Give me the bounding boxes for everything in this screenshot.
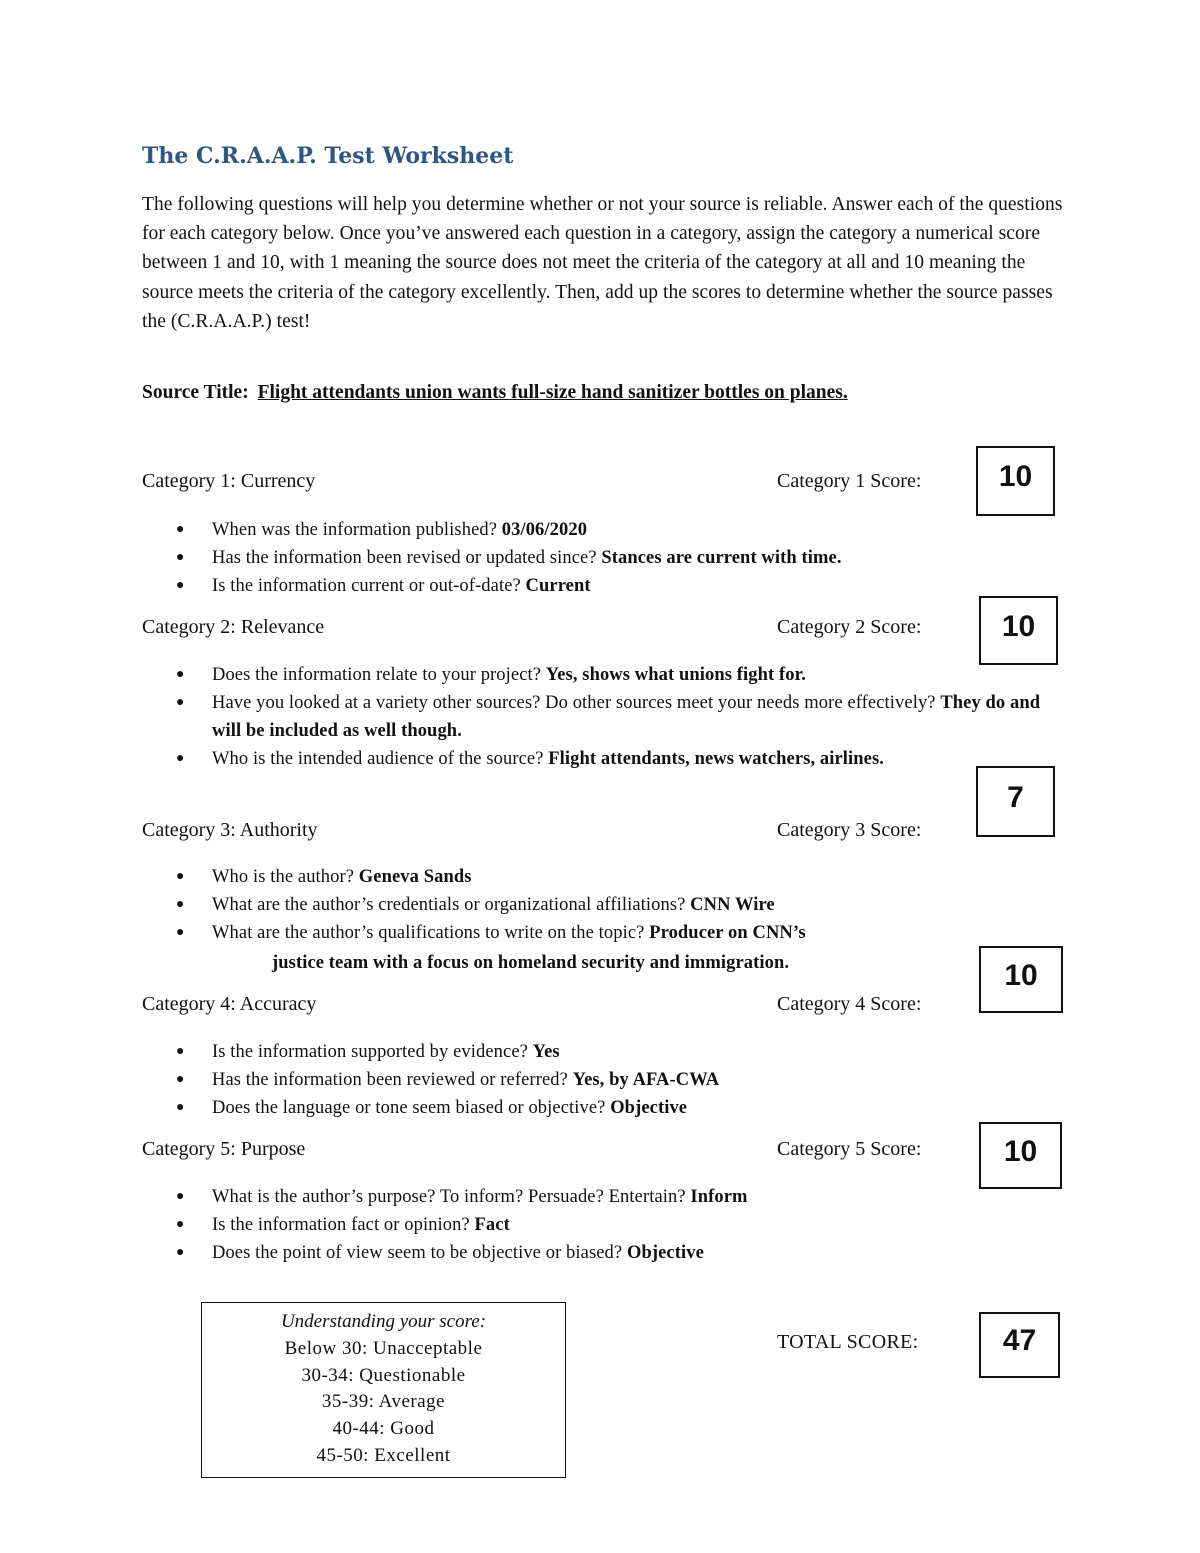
category-2-score-label: Category 2 Score: (777, 616, 922, 638)
list-item (172, 1239, 1062, 1267)
question-text: When was the information published? (212, 520, 502, 540)
list-item (172, 516, 1062, 544)
intro-paragraph: The following questions will help you determine whether or not your source is reliable. Answer each of the questions for each category below. Once you’ve answered each question in a category, assign the category a numerical score between 1 and 10, with 1 meaning the source does not meet the criteria of the category at all and 10 meaning the source meets the criteria of the category excellently. Then, add up the scores to determine whether the source passes the (C.R.A.A.P.) test! (142, 194, 1063, 332)
answer-text: Yes (532, 1042, 560, 1062)
category-5-score-label: Category 5 Score: (777, 1138, 922, 1160)
page-title: The C.R.A.A.P. Test Worksheet (142, 143, 514, 169)
answer-text: Inform (690, 1187, 748, 1207)
answer-text-continued: justice team with a focus on homeland security and immigration. (272, 953, 790, 973)
list-item (172, 572, 1062, 600)
list-item (172, 1066, 1062, 1094)
question-text: Is the information current or out-of-date? (212, 576, 526, 596)
bullet-icon: ● (176, 925, 185, 940)
bullet-icon: ● (176, 897, 185, 912)
question-text: Is the information fact or opinion? (212, 1215, 475, 1235)
bullet-icon: ● (176, 869, 185, 884)
category-4-questions (172, 1038, 1062, 1122)
list-item (172, 863, 1062, 891)
list-item (172, 1038, 1062, 1066)
bullet-icon: ● (176, 751, 185, 766)
category-3-score-label: Category 3 Score: (777, 819, 922, 841)
question-text: Who is the author? (212, 867, 359, 887)
category-1-questions (172, 516, 1062, 600)
list-item (172, 661, 1062, 689)
list-item (172, 919, 1062, 977)
bullet-icon: ● (176, 695, 185, 710)
category-4-heading: Category 4: Accuracy (142, 993, 317, 1015)
category-1-score-label: Category 1 Score: (777, 470, 922, 492)
answer-text: Objective (626, 1243, 704, 1263)
legend-line: Below 30: Unacceptable (284, 1337, 483, 1359)
category-1-heading: Category 1: Currency (142, 470, 316, 492)
list-item (172, 1094, 1062, 1122)
category-2-score-box: 10 (979, 596, 1058, 665)
total-score-box: 47 (979, 1312, 1060, 1378)
question-text: What is the author’s purpose? To inform? Persuade? Entertain? (212, 1187, 691, 1207)
bullet-icon: ● (176, 667, 185, 682)
answer-text: Flight attendants, news watchers, airlines. (548, 749, 884, 769)
list-item (172, 1183, 1062, 1211)
category-3-score-box: 7 (976, 766, 1055, 837)
answer-text: Producer on CNN’s (649, 923, 806, 943)
bullet-icon: ● (176, 522, 185, 537)
bullet-icon: ● (176, 578, 185, 593)
answer-text: Stances are current with time. (601, 548, 842, 568)
bullet-icon: ● (176, 1044, 185, 1059)
bullet-icon: ● (176, 1245, 185, 1260)
source-title-value: Flight attendants union wants full-size hand sanitizer bottles on planes. (257, 382, 848, 403)
category-5-heading: Category 5: Purpose (142, 1138, 306, 1160)
bullet-icon: ● (176, 550, 185, 565)
question-text: Have you looked at a variety other sources? Do other sources meet your needs more effectively? (212, 693, 941, 713)
bullet-icon: ● (176, 1217, 185, 1232)
category-4-score-label: Category 4 Score: (777, 993, 922, 1015)
bullet-icon: ● (176, 1100, 185, 1115)
total-score-label: TOTAL SCORE: (777, 1331, 919, 1353)
legend-line: 45-50: Excellent (316, 1444, 451, 1466)
list-item (172, 1211, 1062, 1239)
question-text: Has the information been revised or updated since? (212, 548, 602, 568)
category-3-heading: Category 3: Authority (142, 819, 318, 841)
category-2-questions (172, 661, 1062, 773)
bullet-icon: ● (176, 1189, 185, 1204)
list-item (172, 544, 1062, 572)
category-3-questions (172, 863, 1062, 977)
category-4-score-box: 10 (979, 946, 1063, 1013)
question-text: Has the information been reviewed or referred? (212, 1070, 573, 1090)
question-text: Does the point of view seem to be objective or biased? (212, 1243, 627, 1263)
source-title-label: Source Title: (142, 382, 249, 403)
legend-line: 35-39: Average (321, 1391, 446, 1413)
legend-line: 40-44: Good (332, 1418, 435, 1440)
category-2-heading: Category 2: Relevance (142, 616, 325, 638)
category-1-score-box: 10 (976, 446, 1055, 516)
answer-text: Fact (474, 1215, 510, 1235)
score-legend-box (201, 1302, 566, 1478)
category-5-score-box: 10 (979, 1122, 1062, 1189)
legend-line: 30-34: Questionable (301, 1364, 466, 1386)
category-5-questions (172, 1183, 1062, 1267)
list-item (172, 745, 952, 773)
answer-text: Current (525, 576, 591, 596)
question-text: Does the information relate to your project? (212, 665, 546, 685)
question-text: What are the author’s qualifications to write on the topic? (212, 923, 650, 943)
list-item (172, 891, 1062, 919)
answer-text: Objective (610, 1098, 688, 1118)
list-item (172, 689, 1062, 745)
question-text: What are the author’s credentials or organizational affiliations? (212, 895, 691, 915)
bullet-icon: ● (176, 1072, 185, 1087)
answer-text: Geneva Sands (358, 867, 472, 887)
answer-text: Yes, by AFA-CWA (572, 1070, 720, 1090)
answer-text: 03/06/2020 (501, 520, 588, 540)
question-text: Who is the intended audience of the source? (212, 749, 549, 769)
answer-text: CNN Wire (690, 895, 775, 915)
question-text: Does the language or tone seem biased or objective? (212, 1098, 611, 1118)
answer-text: Yes, shows what unions fight for. (545, 665, 806, 685)
answer-text: They do and will be included as well though. (212, 693, 1041, 741)
legend-title: Understanding your score: (280, 1311, 487, 1332)
source-title-row (142, 382, 1030, 404)
question-text: Is the information supported by evidence? (212, 1042, 533, 1062)
